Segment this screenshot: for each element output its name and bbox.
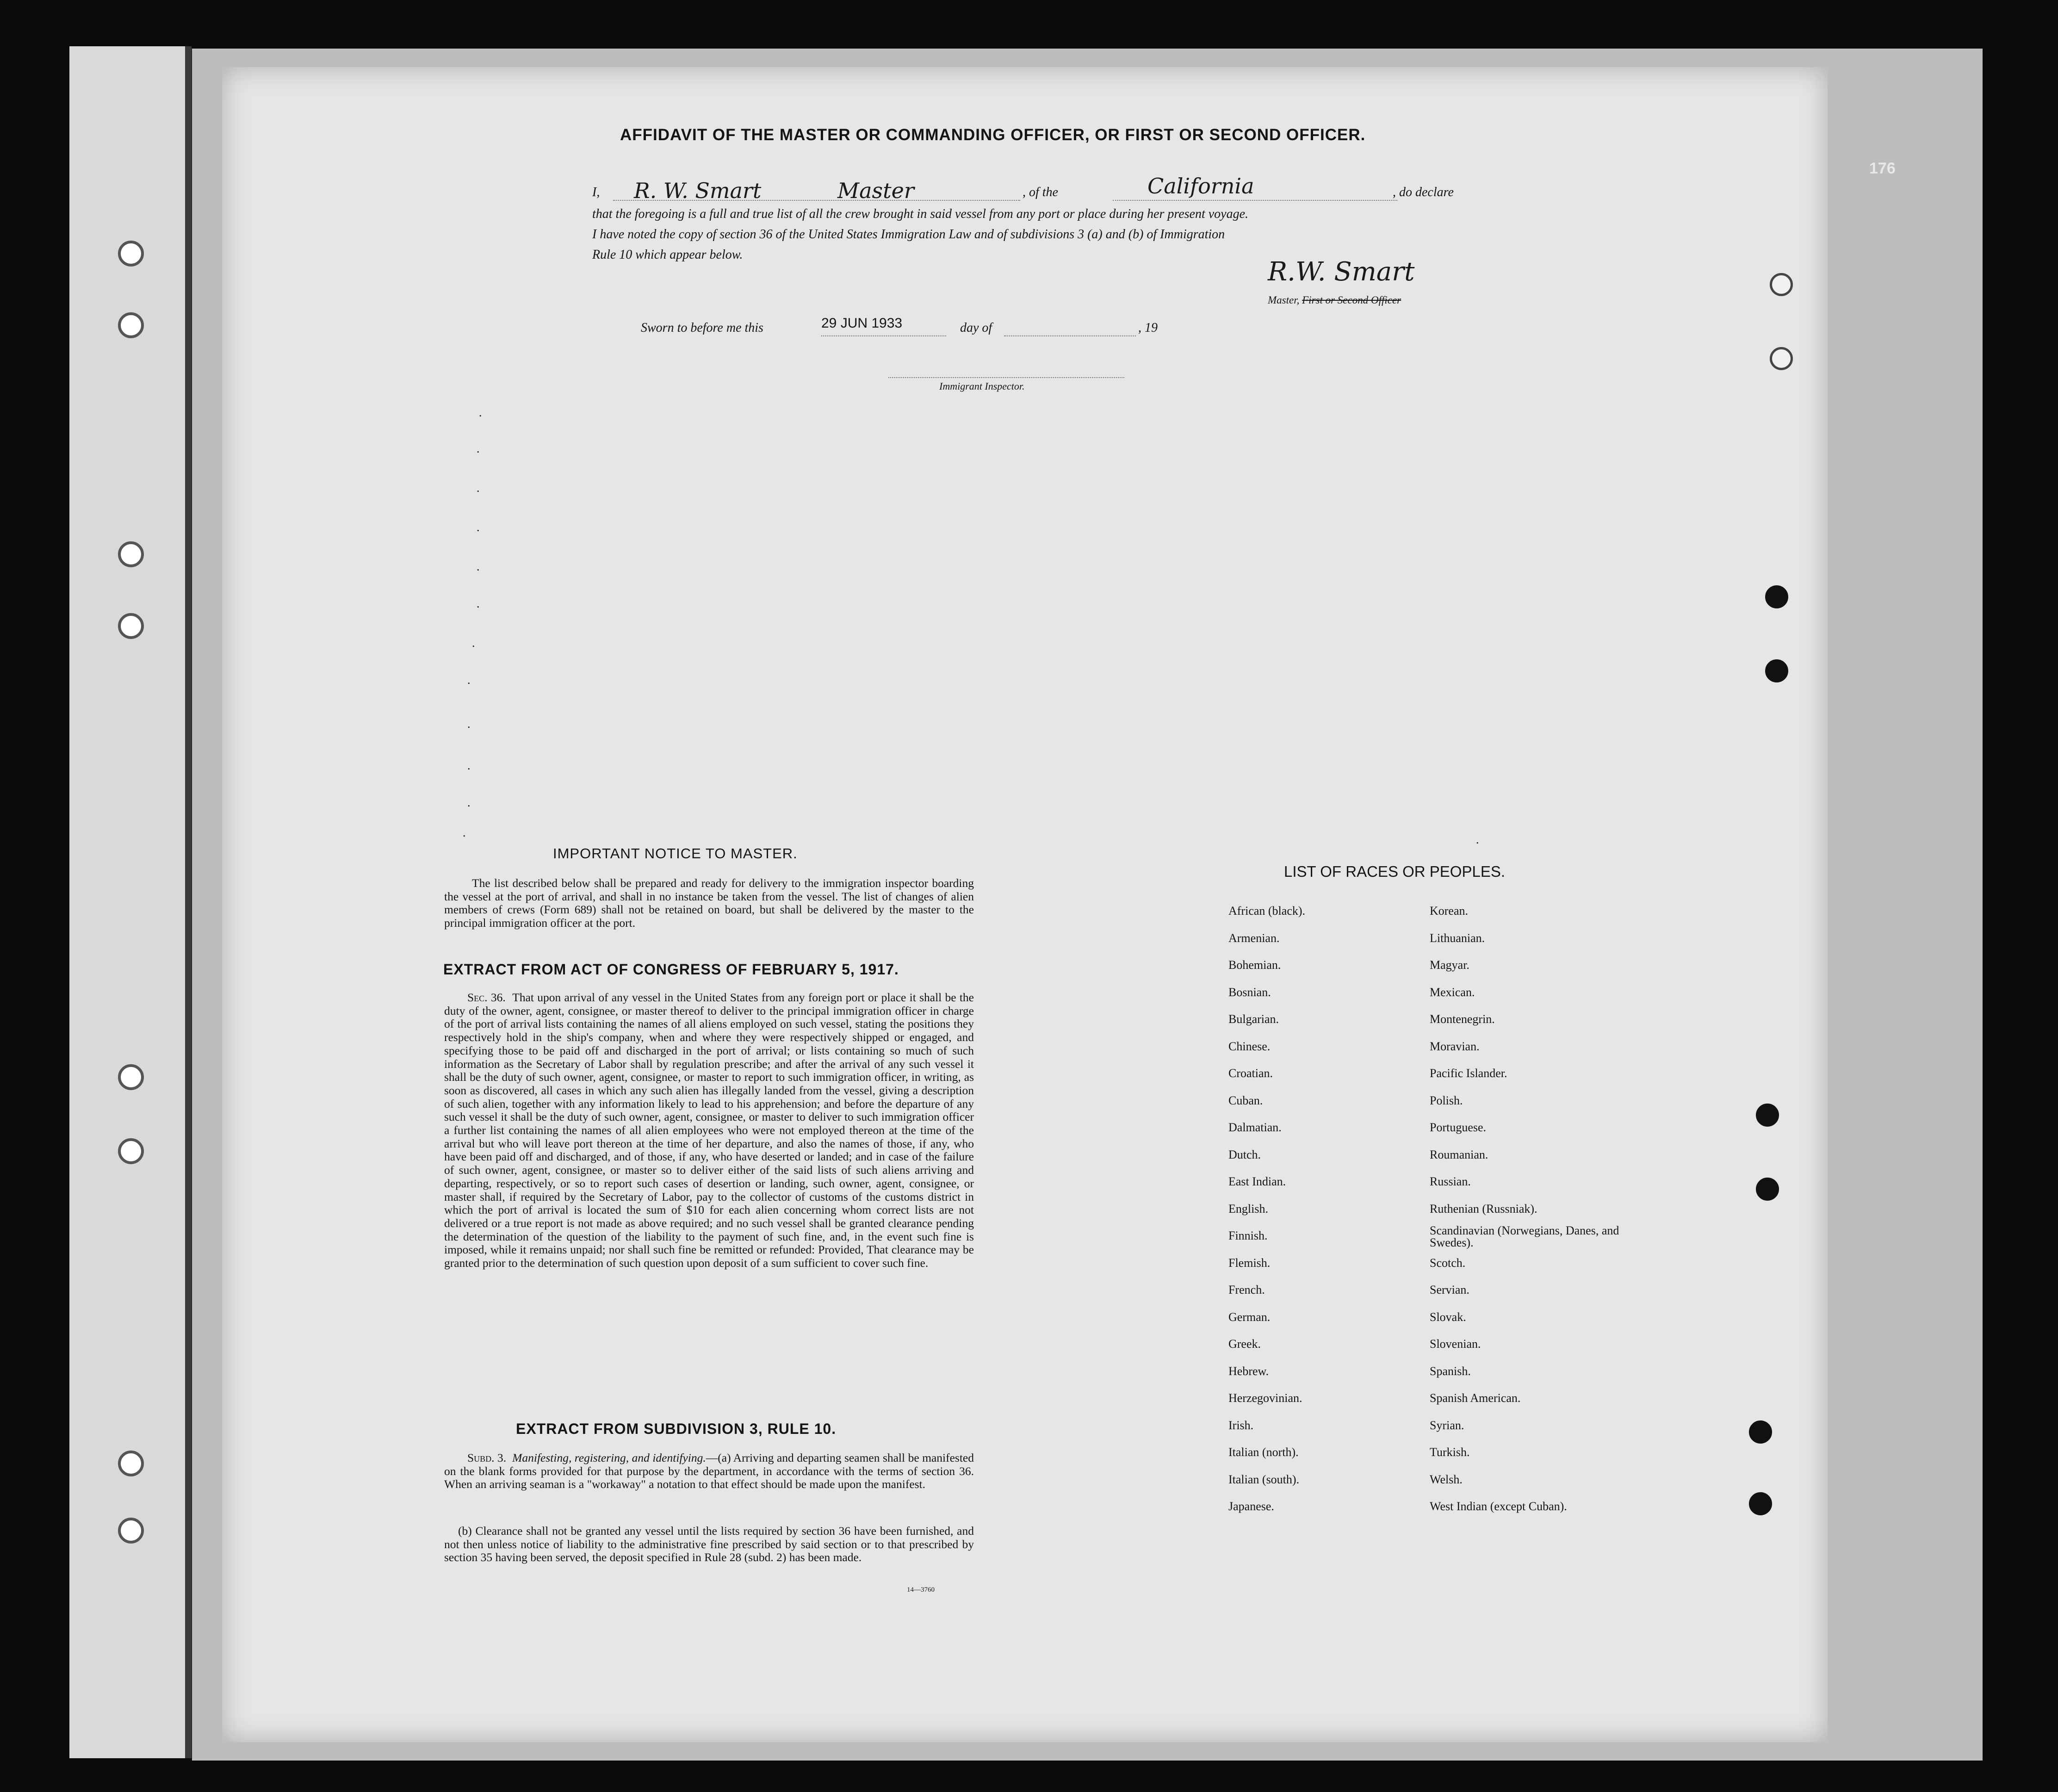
- year-prefix: , 19: [1138, 321, 1158, 335]
- extract-act-heading: EXTRACT FROM ACT OF CONGRESS OF FEBRUARY 5, 1917.: [443, 961, 899, 978]
- dot-mark: .: [472, 636, 475, 650]
- day-of-label: day of: [960, 321, 992, 335]
- race-item: West Indian (except Cuban).: [1430, 1500, 1567, 1513]
- race-item: Herzegovinian.: [1228, 1391, 1302, 1405]
- dot-mark: .: [1476, 833, 1479, 846]
- binder-hole: [118, 312, 144, 338]
- binder-hole: [118, 1064, 144, 1090]
- subd-label: Subd. 3.: [467, 1451, 507, 1464]
- race-item: Spanish American.: [1430, 1391, 1521, 1405]
- race-item: Lithuanian.: [1430, 931, 1485, 945]
- affidavit-title: AFFIDAVIT OF THE MASTER OR COMMANDING OFFICER, OR FIRST OR SECOND OFFICER.: [620, 126, 1366, 144]
- punch-hole: [1765, 585, 1788, 608]
- race-item: Mexican.: [1430, 985, 1475, 999]
- race-item: Slovenian.: [1430, 1337, 1481, 1351]
- binder-hole: [118, 1451, 144, 1476]
- race-item: Greek.: [1228, 1337, 1261, 1351]
- subd-a-body: —(a) Arriving and departing seamen shall be manifested on the blank forms provided for that purpose by the department, in accordance with the terms of section 36. When an arriving seaman is a "workaway" a notation to that effect should be made upon the manifest.: [444, 1451, 974, 1491]
- affidavit-line-2: that the foregoing is a full and true list of all the crew brought in said vessel from any port or place during her present voyage.: [592, 207, 1249, 221]
- binder-hole: [118, 613, 144, 639]
- binder-strip: [69, 46, 192, 1758]
- dot-mark: .: [477, 442, 480, 455]
- section-label: Sec. 36.: [467, 991, 506, 1004]
- dot-mark: .: [477, 560, 480, 573]
- dot-mark: .: [467, 717, 471, 731]
- race-item: Armenian.: [1228, 931, 1280, 945]
- race-item: Magyar.: [1430, 958, 1469, 972]
- race-item: Servian.: [1430, 1283, 1469, 1296]
- of-the-label: , of the: [1023, 185, 1058, 199]
- race-item: Scotch.: [1430, 1256, 1466, 1270]
- race-item: Ruthenian (Russniak).: [1430, 1202, 1537, 1215]
- race-item: Portuguese.: [1430, 1121, 1487, 1134]
- inspector-caption: Immigrant Inspector.: [939, 380, 1025, 392]
- declarant-name: R. W. Smart: [634, 178, 762, 203]
- race-item: Russian.: [1430, 1175, 1471, 1188]
- race-item: Pacific Islander.: [1430, 1067, 1507, 1080]
- section-36-body: That upon arrival of any vessel in the United States from any foreign port or place it shall be the duty of the owner, agent, consignee, or master thereof to deliver to the principal immigration officer in charge of the port of arrival lists containing the names of all aliens employed on such vessel, stating the positions they respectively hold in the ship's company, when and where they were respectively shipped or engaged, and specifying those to be paid off and discharged in the port of arrival; or lists containing so much of such information as the Secretary of Labor shall by regulation prescribe; and after the arrival of any such vessel it shall be the duty of such owner, agent, consignee, or master to report to such immigration officer, in writing, as soon as discovered, all cases in which any such alien has illegally landed from the vessel, giving a description of such alien, together with any information likely to lead to his apprehension; and before the departure of any such vessel it shall be the duty of such owner, agent, consignee, or master to deliver to such immigration officer a further list containing the names of all alien employees who were not employed thereon at the time of the arrival but who will leave port thereon at the time of her departure, and also the names of those, if any, who have been paid off and discharged, and of those, if any, who have deserted or landed; and in case of the failure of such owner, agent, consignee, or master so to deliver either of the said lists of such aliens arriving and departing, respectively, or so to report such cases of desertion or landing, such owner, agent, consignee, or master shall, if required by the Secretary of Labor, pay to the collector of customs of the customs district in which the port of arrival is located the sum of $10 for each alien concerning whom correct lists are not delivered or a true report is not made as above required; and no such vessel shall be granted clearance pending the determination of the question of the liability to the payment of such fine, and, in the event such fine is imposed, while it remains unpaid; nor shall such fine be remitted or refunded: Provided, That clearance may be granted prior to the determination of such question upon deposit of a sum sufficient to cover such fine.: [444, 991, 974, 1270]
- punch-hole: [1756, 1178, 1779, 1201]
- do-declare-label: , do declare: [1393, 185, 1454, 199]
- race-item: Welsh.: [1430, 1472, 1463, 1486]
- punch-hole: [1756, 1104, 1779, 1127]
- race-item: Polish.: [1430, 1093, 1463, 1107]
- caption-struck-officer: First or Second Officer: [1302, 294, 1401, 306]
- dot-mark: .: [463, 826, 466, 839]
- race-item: Irish.: [1228, 1418, 1254, 1432]
- declarant-rank: Master: [837, 178, 914, 203]
- inspector-signature-line: [888, 377, 1124, 378]
- race-item: French.: [1228, 1283, 1265, 1296]
- dot-mark: .: [467, 673, 471, 687]
- race-item: Roumanian.: [1430, 1147, 1488, 1161]
- race-item: Japanese.: [1228, 1500, 1274, 1513]
- race-item: Korean.: [1430, 904, 1469, 918]
- race-item: Moravian.: [1430, 1039, 1480, 1053]
- subdivision-b-text: (b) Clearance shall not be granted any vessel until the lists required by section 36 have been furnished, and not then unless notice of liability to the administrative fine prescribed by said section or to that prescribed by section 35 having been served, the deposit specified in Rule 28 (subd. 2) has been made.: [444, 1524, 974, 1564]
- extract-rule-heading: EXTRACT FROM SUBDIVISION 3, RULE 10.: [516, 1420, 837, 1437]
- race-item: Italian (south).: [1228, 1472, 1300, 1486]
- affidavit-line-4: Rule 10 which appear below.: [592, 248, 743, 262]
- race-item: Slovak.: [1430, 1310, 1466, 1324]
- section-36-text: [444, 991, 974, 1270]
- punch-hole: [1770, 347, 1793, 370]
- sworn-date-stamp: 29 JUN 1933: [821, 316, 903, 331]
- notice-text: The list described below shall be prepared and ready for delivery to the immigration inspector boarding the vessel at the port of arrival, and shall in no instance be taken from the vessel. The list of changes of alien members of crews (Form 689) shall not be retained on board, but shall be delivered by the master to the principal immigration officer at the port.: [444, 876, 974, 930]
- race-item: Hebrew.: [1228, 1364, 1269, 1378]
- subd-title: Manifesting, registering, and identifying.: [512, 1451, 706, 1464]
- subdivision-a-text: [444, 1451, 974, 1491]
- dot-mark: .: [467, 796, 471, 809]
- race-item: Finnish.: [1228, 1229, 1268, 1242]
- race-item: Italian (north).: [1228, 1445, 1299, 1459]
- races-title: LIST OF RACES OR PEOPLES.: [1284, 863, 1506, 880]
- race-item: Flemish.: [1228, 1256, 1271, 1270]
- binder-hole: [118, 241, 144, 267]
- race-item: Turkish.: [1430, 1445, 1470, 1459]
- punch-hole: [1765, 659, 1788, 682]
- binder-hole: [118, 1518, 144, 1544]
- race-item: East Indian.: [1228, 1175, 1286, 1188]
- punch-hole: [1770, 273, 1793, 296]
- dot-mark: .: [477, 521, 480, 534]
- dot-mark: .: [477, 597, 480, 610]
- race-item: German.: [1228, 1310, 1271, 1324]
- binder-hole: [118, 1138, 144, 1164]
- vessel-name: California: [1147, 174, 1254, 198]
- race-item: English.: [1228, 1202, 1268, 1215]
- race-item: Montenegrin.: [1430, 1012, 1495, 1026]
- race-item: Spanish.: [1430, 1364, 1471, 1378]
- punch-hole: [1749, 1492, 1772, 1515]
- race-item: Dalmatian.: [1228, 1121, 1282, 1134]
- race-item: Bosnian.: [1228, 985, 1271, 999]
- race-item: Croatian.: [1228, 1067, 1273, 1080]
- dot-mark: .: [467, 759, 471, 772]
- i-label: I,: [592, 185, 600, 199]
- race-item: Bohemian.: [1228, 958, 1281, 972]
- page-number: 176: [1869, 160, 1896, 177]
- race-item: Dutch.: [1228, 1147, 1261, 1161]
- binder-hole: [118, 541, 144, 567]
- race-item: African (black).: [1228, 904, 1306, 918]
- race-item: Cuban.: [1228, 1093, 1263, 1107]
- master-signature: R.W. Smart: [1268, 257, 1415, 287]
- sworn-label: Sworn to before me this: [641, 321, 763, 335]
- form-code: 14—3760: [907, 1586, 935, 1594]
- race-item: Bulgarian.: [1228, 1012, 1279, 1026]
- sworn-day-line: [821, 335, 946, 336]
- month-line: [1004, 335, 1136, 336]
- dot-mark: .: [477, 481, 480, 495]
- vessel-line: [1113, 200, 1397, 201]
- race-item: Scandinavian (Norwegians, Danes, and Swedes).: [1430, 1224, 1619, 1249]
- race-item: Chinese.: [1228, 1039, 1271, 1053]
- dot-mark: .: [479, 406, 482, 419]
- notice-heading: IMPORTANT NOTICE TO MASTER.: [553, 845, 798, 862]
- affidavit-line-3: I have noted the copy of section 36 of the United States Immigration Law and of subdivisions 3 (a) and (b) of Immigration: [592, 227, 1225, 242]
- race-item: Syrian.: [1430, 1418, 1464, 1432]
- punch-hole: [1749, 1420, 1772, 1444]
- signature-caption: [1268, 294, 1401, 306]
- caption-master: Master,: [1268, 294, 1300, 306]
